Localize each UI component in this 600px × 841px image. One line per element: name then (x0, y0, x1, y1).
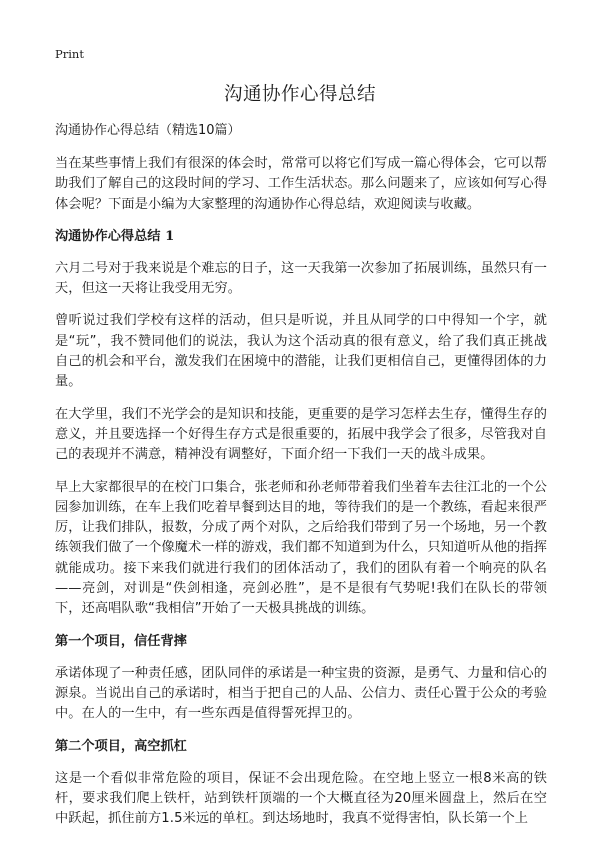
article-paragraph: 早上大家都很早的在校门口集合，张老师和孙老师带着我们坐着车去往江北的一个公园参加训练，在车上我们吃着早餐到达目的地，等待我们的是一个教练，看起来很严厉，让我们排队，报数，分成了两个对队，之后给我们带到了另一个场地，另一个教练领我们做了一个像魔术一样的游戏，我们都不知道到为什么，只知道听从他的指挥就能成功。接下来我们就进行我们的团体活动了，我们的团队有着一个响亮的队名——亮剑，对训是“佚剑相逢，亮剑必胜”，是不是很有气势呢!我们在队长的带领下，还高唱队歌“我相信”开始了一天极具挑战的训练。 (55, 479, 547, 617)
article-paragraph: 六月二号对于我来说是个难忘的日子，这一天我第一次参加了拓展训练，虽然只有一天，但这一天将让我受用无穷。 (55, 260, 547, 297)
section-paragraph: 承诺体现了一种责任感，团队同伴的承诺是一种宝贵的资源，是勇气、力量和信心的源泉。当说出自己的承诺时，相当于把自己的人品、公信力、责任心置于公众的考验中。在人的一生中，有一些东西是值得誓死捍卫的。 (55, 665, 547, 722)
section-paragraph: 这是一个看似非常危险的项目，保证不会出现危险。在空地上竖立一根8米高的铁杆，要求我们爬上铁杆，站到铁杆顶端的一个大概直径为20厘米圆盘上，然后在空中跃起，抓住前方1.5米远的单杠。到达场地时，我真不觉得害怕，队长第一个上 (55, 770, 547, 827)
print-link[interactable]: Print (55, 47, 84, 61)
section-heading: 第二个项目，高空抓杠 (55, 738, 187, 754)
section-heading: 第一个项目，信任背摔 (55, 633, 187, 649)
article-paragraph: 在大学里，我们不光学会的是知识和技能，更重要的是学习怎样去生存，懂得生存的意义，并且要选择一个好得生存方式是很重要的，拓展中我学会了很多，尽管我对自己的表现并不满意，精神没有调整好，下面介绍一下我们一天的战斗成果。 (55, 406, 547, 463)
article-heading: 沟通协作心得总结 1 (55, 228, 175, 244)
article-paragraph: 曾听说过我们学校有这样的活动，但只是听说，并且从同学的口中得知一个字，就是“玩”，我不赞同他们的说法，我认为这个活动真的很有意义，给了我们真正挑战自己的机会和平台，激发我们在困境中的潜能，让我们更相信自己，更懂得团体的力量。 (55, 313, 547, 390)
intro-paragraph: 当在某些事情上我们有很深的体会时，常常可以将它们写成一篇心得体会，它可以帮助我们了解自己的这段时间的学习、工作生活状态。那么问题来了，应该如何写心得体会呢？下面是小编为大家整理的沟通协作心得总结，欢迎阅读与收藏。 (55, 156, 547, 212)
article-body (55, 121, 547, 841)
document-subtitle: 沟通协作心得总结（精选10篇） (55, 123, 241, 138)
page-title: 沟通协作心得总结 (223, 84, 376, 105)
